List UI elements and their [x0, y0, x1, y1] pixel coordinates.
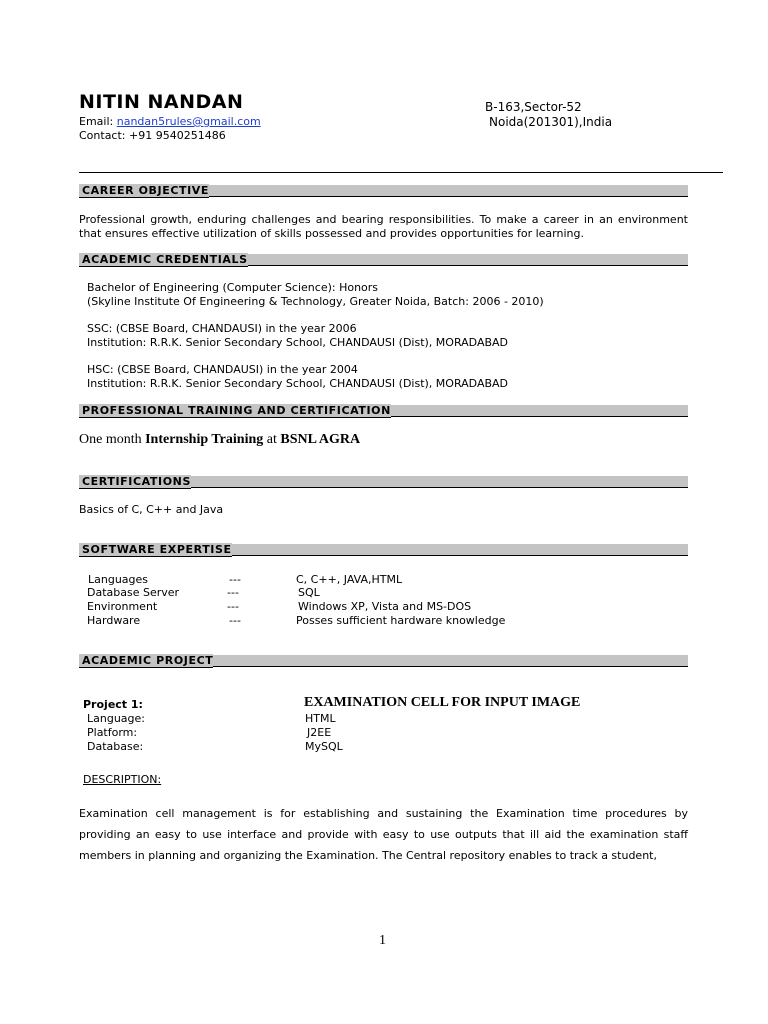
skill-sep: ---: [227, 600, 239, 613]
skill-sep: ---: [229, 573, 241, 586]
skill-label-hardware: Hardware: [87, 614, 141, 627]
page-number: 1: [379, 933, 386, 948]
career-objective-text: Professional growth, enduring challenges and bearing responsibilities. To make a career in an environment that ensures effective utilization of skills possessed and provides opportunities for learning.: [79, 213, 688, 240]
credential-2-line-2: Institution: R.R.K. Senior Secondary School, CHANDAUSI (Dist), MORADABAD: [87, 336, 509, 349]
skill-value-database: SQL: [298, 586, 320, 599]
email-label: Email:: [79, 115, 114, 128]
description-label: DESCRIPTION:: [83, 773, 162, 786]
training-prefix: One month: [79, 432, 146, 447]
skill-value-languages: C, C++, JAVA,HTML: [296, 573, 403, 586]
candidate-name: NITIN NANDAN: [79, 91, 244, 113]
project-platform-value: J2EE: [307, 726, 332, 739]
section-heading-academic-credentials: [79, 254, 688, 266]
header-divider: [79, 172, 723, 173]
skill-value-environment: Windows XP, Vista and MS-DOS: [298, 600, 472, 613]
certifications-heading: CERTIFICATIONS: [79, 475, 191, 489]
skill-label-database: Database Server: [87, 586, 180, 599]
contact-line: Contact: +91 9540251486: [79, 129, 226, 142]
project-database-value: MySQL: [305, 740, 343, 753]
credential-3-line-1: HSC: (CBSE Board, CHANDAUSI) in the year 2004: [87, 363, 358, 376]
section-heading-career-objective: [79, 185, 688, 197]
certifications-text: Basics of C, C++ and Java: [79, 503, 224, 516]
project-language-value: HTML: [305, 712, 336, 725]
skill-label-languages: Languages: [88, 573, 149, 586]
academic-project-heading: ACADEMIC PROJECT: [79, 654, 213, 668]
address-line-1: B-163,Sector-52: [485, 100, 582, 114]
credential-2-line-1: SSC: (CBSE Board, CHANDAUSI) in the year 2006: [87, 322, 357, 335]
project-platform-label: Platform:: [87, 726, 138, 739]
training-organization: BSNL AGRA: [280, 432, 361, 447]
credential-1-line-1: Bachelor of Engineering (Computer Science): Honors: [87, 281, 379, 294]
training-middle: at: [263, 432, 281, 447]
skill-sep: ---: [229, 614, 241, 627]
academic-credentials-heading: ACADEMIC CREDENTIALS: [79, 253, 248, 267]
credential-3-line-2: Institution: R.R.K. Senior Secondary School, CHANDAUSI (Dist), MORADABAD: [87, 377, 509, 390]
training-program: Internship Training: [145, 432, 264, 447]
project-title: EXAMINATION CELL FOR INPUT IMAGE: [304, 695, 581, 710]
training-text: [79, 432, 360, 448]
section-heading-software-expertise: [79, 544, 688, 556]
section-heading-training: [79, 405, 688, 417]
training-heading: PROFESSIONAL TRAINING AND CERTIFICATION: [79, 404, 391, 418]
section-heading-certifications: [79, 476, 688, 488]
email-line: [79, 115, 261, 129]
project-label: Project 1:: [83, 698, 143, 711]
project-description: Examination cell management is for establishing and sustaining the Examination time procedures by providing an easy to use interface and provide with easy to use outputs that ill aid the examination staff members in planning and organizing the Examination. The Central repository enables to track a student,: [79, 807, 688, 862]
software-expertise-heading: SOFTWARE EXPERTISE: [79, 543, 232, 557]
email-link[interactable]: nandan5rules@gmail.com: [116, 115, 261, 128]
credential-1-line-2: (Skyline Institute Of Engineering & Technology, Greater Noida, Batch: 2006 - 2010): [87, 295, 544, 308]
project-language-label: Language:: [87, 712, 145, 725]
section-heading-academic-project: [79, 655, 688, 667]
skill-value-hardware: Posses sufficient hardware knowledge: [296, 614, 506, 627]
project-database-label: Database:: [87, 740, 144, 753]
career-objective-heading: CAREER OBJECTIVE: [79, 184, 209, 198]
skill-sep: ---: [227, 586, 239, 599]
skill-label-environment: Environment: [87, 600, 158, 613]
address-line-2: Noida(201301),India: [489, 115, 613, 129]
